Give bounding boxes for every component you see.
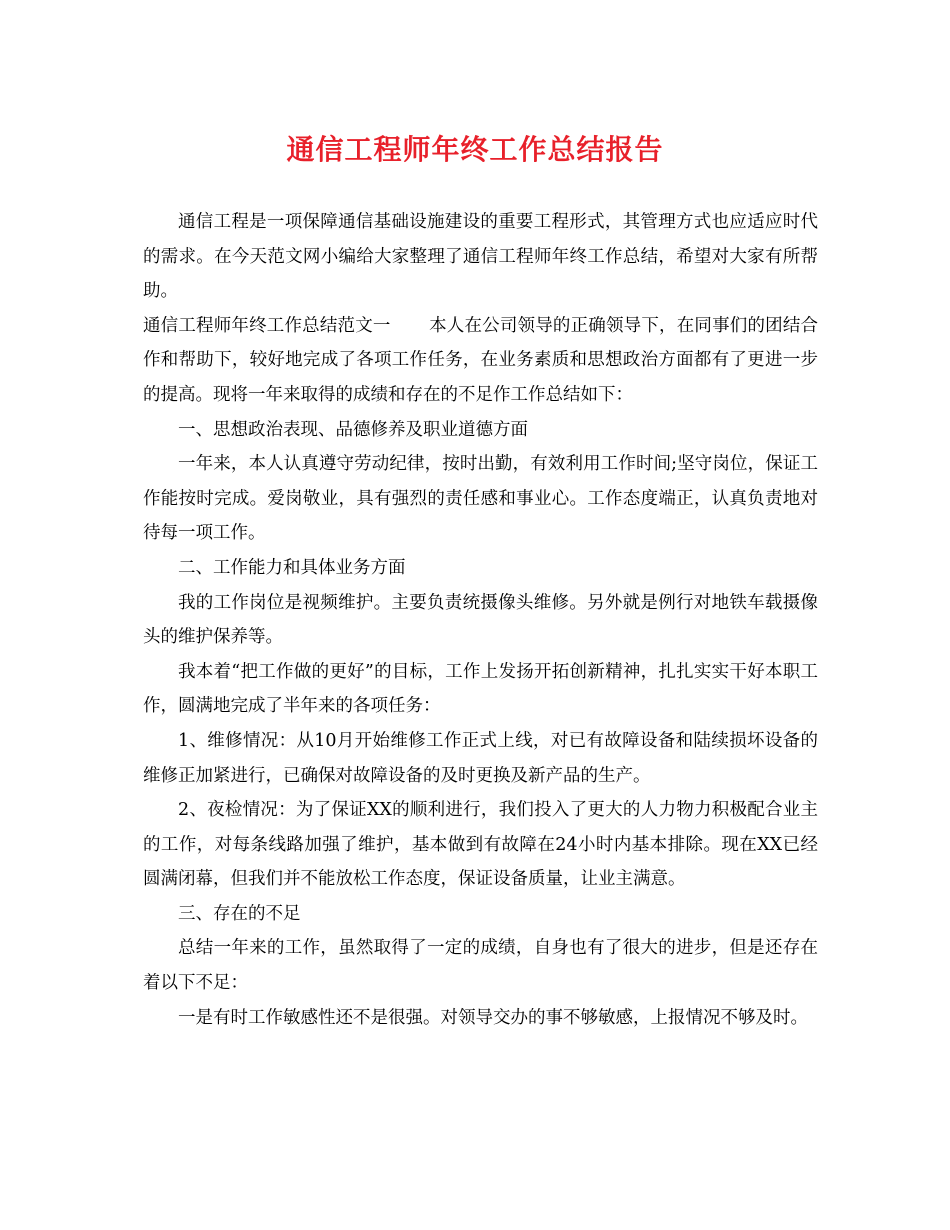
section-3-item-1: 一是有时工作敏感性还不是很强。对领导交办的事不够敏感，上报情况不够及时。 xyxy=(178,1007,808,1028)
section-1-paragraph: 一年来，本人认真遵守劳动纪律，按时出勤，有效利用工作时间;坚守岗位，保证工作能按时完成。爱岗敬业，具有强烈的责任感和事业心。工作态度端正，认真负责地对待每一项工作。 xyxy=(143,454,818,544)
section-2-paragraph-2: 我本着“把工作做的更好”的目标，工作上发扬开拓创新精神，扎扎实实干好本职工作，圆满地完成了半年来的各项任务： xyxy=(143,661,818,717)
section-2-item-2: 2、夜检情况：为了保证XX的顺利进行，我们投入了更大的人力物力积极配合业主的工作，对每条线路加强了维护，基本做到有故障在24小时内基本排除。现在XX已经圆满闭幕，但我们并不能放松工作态度，保证设备质量，让业主满意。 xyxy=(143,800,818,890)
section-1-title: 一、思想政治表现、品德修养及职业道德方面 xyxy=(178,419,528,440)
section-2-paragraph-1: 我的工作岗位是视频维护。主要负责统摄像头维修。另外就是例行对地铁车载摄像头的维护保养等。 xyxy=(143,592,818,648)
sample-opening-text: 本人在公司领导的正确领导下，在同事们的团结合作和帮助下，较好地完成了各项工作任务，在业务素质和思想政治方面都有了更进一步的提高。现将一年来取得的成绩和存在的不足作工作总结如下： xyxy=(143,315,819,405)
section-3-paragraph: 总结一年来的工作，虽然取得了一定的成绩，自身也有了很大的进步，但是还存在着以下不足： xyxy=(143,938,818,994)
document-title: 通信工程师年终工作总结报告 xyxy=(286,133,664,166)
section-3-title: 三、存在的不足 xyxy=(178,903,301,924)
sample-heading: 通信工程师年终工作总结范文一 xyxy=(143,315,391,336)
intro-paragraph: 通信工程是一项保障通信基础设施建设的重要工程形式，其管理方式也应适应时代的需求。在今天范文网小编给大家整理了通信工程师年终工作总结，希望对大家有所帮助。 xyxy=(143,212,818,302)
section-2-item-1: 1、维修情况：从10月开始维修工作正式上线，对已有故障设备和陆续损坏设备的维修正加紧进行，已确保对故障设备的及时更换及新产品的生产。 xyxy=(143,730,818,786)
sample-paragraph xyxy=(143,309,818,413)
document-body xyxy=(143,205,818,1035)
section-2-title: 二、工作能力和具体业务方面 xyxy=(178,557,406,578)
